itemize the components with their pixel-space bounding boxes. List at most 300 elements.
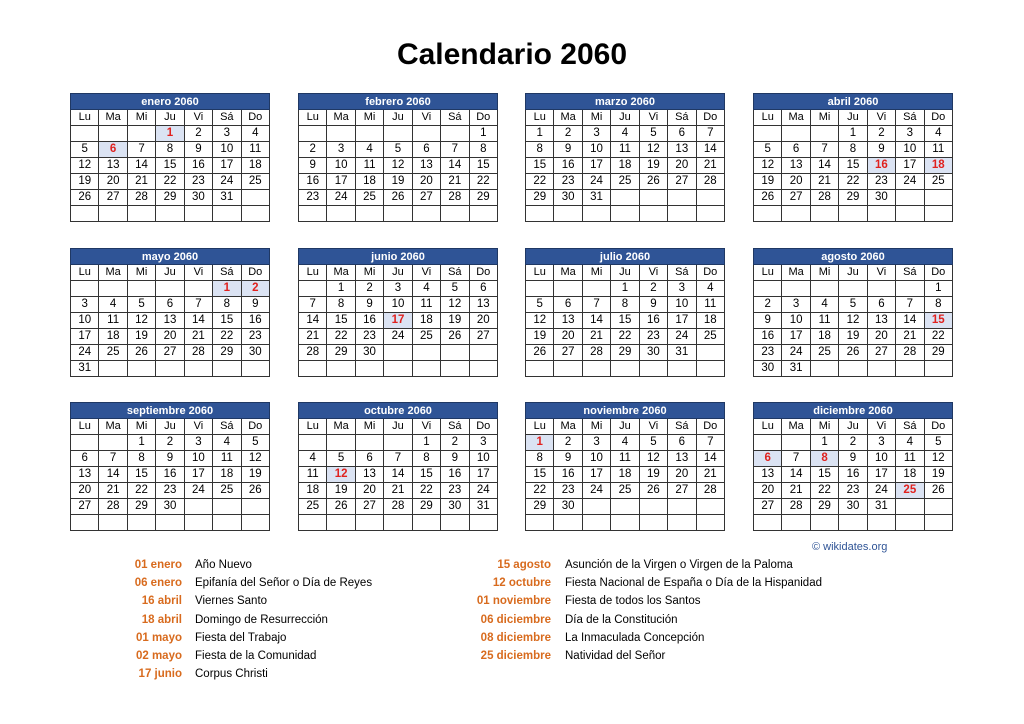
empty-cell bbox=[327, 361, 355, 377]
day-cell: 23 bbox=[241, 329, 269, 345]
day-cell: 24 bbox=[71, 345, 99, 361]
day-cell: 18 bbox=[355, 174, 383, 190]
weekday-header: Mi bbox=[582, 110, 610, 126]
day-cell: 19 bbox=[127, 329, 155, 345]
weekday-header: Vi bbox=[639, 110, 667, 126]
day-cell: 25 bbox=[241, 174, 269, 190]
day-cell: 14 bbox=[127, 158, 155, 174]
day-cell: 1 bbox=[127, 435, 155, 451]
day-cell: 12 bbox=[241, 451, 269, 467]
empty-cell bbox=[184, 361, 212, 377]
empty-cell bbox=[867, 361, 895, 377]
month-calendar bbox=[753, 93, 953, 222]
weekday-header: Ma bbox=[554, 110, 582, 126]
weekday-header: Lu bbox=[754, 110, 782, 126]
day-cell: 12 bbox=[639, 451, 667, 467]
month-calendar bbox=[525, 93, 725, 222]
weekday-header: Sá bbox=[441, 110, 469, 126]
weekday-header: Mi bbox=[810, 265, 838, 281]
day-cell: 4 bbox=[810, 297, 838, 313]
day-cell: 6 bbox=[867, 297, 895, 313]
empty-cell bbox=[355, 361, 383, 377]
day-cell: 12 bbox=[754, 158, 782, 174]
day-cell: 1 bbox=[526, 435, 554, 451]
empty-cell bbox=[99, 281, 127, 297]
empty-cell bbox=[611, 515, 639, 531]
weekday-header: Do bbox=[924, 110, 952, 126]
day-cell: 16 bbox=[299, 174, 327, 190]
weekday-header: Vi bbox=[639, 265, 667, 281]
day-cell: 31 bbox=[213, 190, 241, 206]
day-cell: 23 bbox=[184, 174, 212, 190]
weekday-header: Ju bbox=[156, 419, 184, 435]
empty-cell bbox=[299, 515, 327, 531]
day-cell: 15 bbox=[412, 467, 440, 483]
weekday-header: Sá bbox=[213, 419, 241, 435]
month-name: febrero 2060 bbox=[299, 94, 498, 110]
holiday-entry bbox=[0, 611, 1024, 629]
day-cell: 6 bbox=[668, 435, 696, 451]
weekday-header: Vi bbox=[639, 419, 667, 435]
empty-cell bbox=[355, 515, 383, 531]
day-cell: 25 bbox=[896, 483, 924, 499]
day-cell: 5 bbox=[639, 435, 667, 451]
empty-cell bbox=[924, 515, 952, 531]
day-cell: 7 bbox=[782, 451, 810, 467]
empty-cell bbox=[668, 361, 696, 377]
holiday-date: 12 octubre bbox=[492, 577, 551, 590]
empty-cell bbox=[299, 206, 327, 222]
day-cell: 4 bbox=[611, 126, 639, 142]
weekday-header: Ju bbox=[156, 110, 184, 126]
day-cell: 28 bbox=[184, 345, 212, 361]
credit-link[interactable]: © wikidates.org bbox=[812, 541, 888, 553]
day-cell: 3 bbox=[582, 435, 610, 451]
day-cell: 19 bbox=[441, 313, 469, 329]
holiday-name: Fiesta de la Comunidad bbox=[195, 650, 317, 662]
day-cell: 13 bbox=[156, 313, 184, 329]
holiday-entry bbox=[0, 592, 1024, 610]
empty-cell bbox=[668, 206, 696, 222]
day-cell: 8 bbox=[611, 297, 639, 313]
day-cell: 11 bbox=[99, 313, 127, 329]
month-calendar bbox=[298, 402, 498, 531]
day-cell: 18 bbox=[299, 483, 327, 499]
day-cell: 11 bbox=[299, 467, 327, 483]
day-cell: 15 bbox=[213, 313, 241, 329]
empty-cell bbox=[696, 515, 724, 531]
day-cell: 23 bbox=[299, 190, 327, 206]
empty-cell bbox=[924, 361, 952, 377]
day-cell: 28 bbox=[99, 499, 127, 515]
day-cell: 5 bbox=[127, 297, 155, 313]
day-cell: 29 bbox=[469, 190, 497, 206]
day-cell: 13 bbox=[782, 158, 810, 174]
weekday-header: Ma bbox=[327, 265, 355, 281]
day-cell: 27 bbox=[412, 190, 440, 206]
weekday-header: Vi bbox=[184, 265, 212, 281]
empty-cell bbox=[327, 435, 355, 451]
weekday-header: Lu bbox=[299, 110, 327, 126]
weekday-header: Vi bbox=[412, 110, 440, 126]
day-cell: 26 bbox=[639, 174, 667, 190]
day-cell: 21 bbox=[582, 329, 610, 345]
day-cell: 30 bbox=[241, 345, 269, 361]
day-cell: 3 bbox=[896, 126, 924, 142]
day-cell: 27 bbox=[782, 190, 810, 206]
day-cell: 20 bbox=[754, 483, 782, 499]
day-cell: 17 bbox=[867, 467, 895, 483]
day-cell: 20 bbox=[782, 174, 810, 190]
day-cell: 29 bbox=[213, 345, 241, 361]
day-cell: 10 bbox=[867, 451, 895, 467]
day-cell: 15 bbox=[526, 158, 554, 174]
month-name: julio 2060 bbox=[526, 249, 725, 265]
day-cell: 21 bbox=[441, 174, 469, 190]
day-cell: 2 bbox=[299, 142, 327, 158]
weekday-header: Ju bbox=[839, 265, 867, 281]
day-cell: 13 bbox=[754, 467, 782, 483]
empty-cell bbox=[810, 126, 838, 142]
holiday-name: Domingo de Resurrección bbox=[195, 613, 328, 626]
day-cell: 14 bbox=[99, 467, 127, 483]
day-cell: 4 bbox=[896, 435, 924, 451]
holiday-entry bbox=[0, 647, 1024, 665]
day-cell: 23 bbox=[839, 483, 867, 499]
day-cell: 18 bbox=[99, 329, 127, 345]
day-cell: 10 bbox=[213, 142, 241, 158]
weekday-header: Ju bbox=[611, 110, 639, 126]
empty-cell bbox=[582, 515, 610, 531]
weekday-header: Ma bbox=[327, 110, 355, 126]
day-cell: 14 bbox=[441, 158, 469, 174]
day-cell: 17 bbox=[469, 467, 497, 483]
day-cell: 17 bbox=[582, 158, 610, 174]
day-cell: 2 bbox=[867, 126, 895, 142]
empty-cell bbox=[412, 515, 440, 531]
day-cell: 10 bbox=[71, 313, 99, 329]
day-cell: 30 bbox=[184, 190, 212, 206]
day-cell: 12 bbox=[839, 313, 867, 329]
day-cell: 29 bbox=[327, 345, 355, 361]
holiday-name: Viernes Santo bbox=[195, 595, 268, 608]
holiday-name: Fiesta de todos los Santos bbox=[565, 595, 701, 608]
day-cell: 2 bbox=[355, 281, 383, 297]
empty-cell bbox=[639, 515, 667, 531]
day-cell: 30 bbox=[639, 345, 667, 361]
day-cell: 17 bbox=[668, 313, 696, 329]
holiday-date: 01 enero bbox=[134, 559, 182, 571]
day-cell: 29 bbox=[839, 190, 867, 206]
day-cell: 5 bbox=[441, 281, 469, 297]
day-cell: 27 bbox=[554, 345, 582, 361]
empty-cell bbox=[668, 499, 696, 515]
day-cell: 2 bbox=[184, 126, 212, 142]
empty-cell bbox=[355, 206, 383, 222]
day-cell: 29 bbox=[924, 345, 952, 361]
day-cell: 19 bbox=[241, 467, 269, 483]
holiday-date: 17 junio bbox=[138, 668, 182, 681]
day-cell: 16 bbox=[754, 329, 782, 345]
day-cell: 24 bbox=[213, 174, 241, 190]
day-cell: 26 bbox=[441, 329, 469, 345]
day-cell: 24 bbox=[668, 329, 696, 345]
day-cell: 11 bbox=[412, 297, 440, 313]
month-calendar bbox=[753, 402, 953, 531]
holiday-name: Día de la Constitución bbox=[565, 613, 678, 626]
day-cell: 23 bbox=[639, 329, 667, 345]
day-cell: 21 bbox=[810, 174, 838, 190]
day-cell: 5 bbox=[754, 142, 782, 158]
day-cell: 29 bbox=[156, 190, 184, 206]
day-cell: 18 bbox=[696, 313, 724, 329]
day-cell: 22 bbox=[810, 483, 838, 499]
empty-cell bbox=[582, 281, 610, 297]
empty-cell bbox=[355, 126, 383, 142]
empty-cell bbox=[896, 515, 924, 531]
day-cell: 3 bbox=[782, 297, 810, 313]
day-cell: 22 bbox=[924, 329, 952, 345]
page-title: Calendario 2060 bbox=[396, 38, 628, 71]
holiday-entry bbox=[0, 556, 1024, 574]
empty-cell bbox=[554, 515, 582, 531]
day-cell: 31 bbox=[469, 499, 497, 515]
empty-cell bbox=[441, 206, 469, 222]
day-cell: 1 bbox=[213, 281, 241, 297]
day-cell: 7 bbox=[127, 142, 155, 158]
holiday-name: Fiesta Nacional de España o Día de la Hispanidad bbox=[565, 577, 822, 590]
day-cell: 21 bbox=[127, 174, 155, 190]
day-cell: 24 bbox=[184, 483, 212, 499]
day-cell: 25 bbox=[299, 499, 327, 515]
empty-cell bbox=[384, 361, 412, 377]
day-cell: 2 bbox=[156, 435, 184, 451]
day-cell: 14 bbox=[299, 313, 327, 329]
day-cell: 23 bbox=[867, 174, 895, 190]
day-cell: 8 bbox=[810, 451, 838, 467]
empty-cell bbox=[355, 435, 383, 451]
day-cell: 5 bbox=[327, 451, 355, 467]
day-cell: 6 bbox=[668, 126, 696, 142]
weekday-header: Lu bbox=[754, 265, 782, 281]
day-cell: 30 bbox=[554, 190, 582, 206]
weekday-header: Lu bbox=[299, 419, 327, 435]
empty-cell bbox=[127, 361, 155, 377]
day-cell: 23 bbox=[554, 174, 582, 190]
holiday-date: 25 diciembre bbox=[480, 650, 551, 662]
day-cell: 21 bbox=[782, 483, 810, 499]
weekday-header: Ju bbox=[611, 419, 639, 435]
day-cell: 30 bbox=[839, 499, 867, 515]
day-cell: 14 bbox=[896, 313, 924, 329]
weekday-header: Lu bbox=[526, 110, 554, 126]
day-cell: 6 bbox=[156, 297, 184, 313]
day-cell: 24 bbox=[327, 190, 355, 206]
day-cell: 27 bbox=[668, 483, 696, 499]
day-cell: 4 bbox=[299, 451, 327, 467]
empty-cell bbox=[441, 515, 469, 531]
day-cell: 6 bbox=[355, 451, 383, 467]
empty-cell bbox=[782, 206, 810, 222]
empty-cell bbox=[810, 206, 838, 222]
weekday-header: Ma bbox=[554, 419, 582, 435]
day-cell: 3 bbox=[184, 435, 212, 451]
day-cell: 4 bbox=[611, 435, 639, 451]
day-cell: 13 bbox=[867, 313, 895, 329]
day-cell: 24 bbox=[582, 483, 610, 499]
day-cell: 16 bbox=[156, 467, 184, 483]
day-cell: 4 bbox=[412, 281, 440, 297]
day-cell: 14 bbox=[810, 158, 838, 174]
month-calendar bbox=[753, 248, 953, 377]
month-calendar bbox=[70, 402, 270, 531]
weekday-header: Do bbox=[696, 265, 724, 281]
day-cell: 12 bbox=[639, 142, 667, 158]
day-cell: 3 bbox=[384, 281, 412, 297]
month-name: marzo 2060 bbox=[526, 94, 725, 110]
day-cell: 6 bbox=[554, 297, 582, 313]
day-cell: 25 bbox=[611, 483, 639, 499]
day-cell: 10 bbox=[327, 158, 355, 174]
weekday-header: Vi bbox=[412, 419, 440, 435]
weekday-header: Mi bbox=[582, 265, 610, 281]
empty-cell bbox=[469, 361, 497, 377]
empty-cell bbox=[924, 499, 952, 515]
day-cell: 10 bbox=[469, 451, 497, 467]
day-cell: 1 bbox=[924, 281, 952, 297]
weekday-header: Do bbox=[696, 110, 724, 126]
day-cell: 29 bbox=[810, 499, 838, 515]
day-cell: 23 bbox=[754, 345, 782, 361]
day-cell: 14 bbox=[384, 467, 412, 483]
day-cell: 10 bbox=[896, 142, 924, 158]
holiday-entry bbox=[0, 574, 1024, 592]
day-cell: 2 bbox=[241, 281, 269, 297]
empty-cell bbox=[611, 361, 639, 377]
day-cell: 9 bbox=[639, 297, 667, 313]
day-cell: 27 bbox=[867, 345, 895, 361]
day-cell: 14 bbox=[782, 467, 810, 483]
day-cell: 3 bbox=[668, 281, 696, 297]
empty-cell bbox=[184, 515, 212, 531]
day-cell: 28 bbox=[384, 499, 412, 515]
empty-cell bbox=[156, 281, 184, 297]
day-cell: 11 bbox=[241, 142, 269, 158]
weekday-header: Sá bbox=[441, 419, 469, 435]
empty-cell bbox=[668, 515, 696, 531]
weekday-header: Ju bbox=[384, 265, 412, 281]
empty-cell bbox=[469, 345, 497, 361]
day-cell: 6 bbox=[469, 281, 497, 297]
empty-cell bbox=[526, 515, 554, 531]
empty-cell bbox=[441, 345, 469, 361]
day-cell: 22 bbox=[327, 329, 355, 345]
day-cell: 18 bbox=[611, 158, 639, 174]
holiday-name: Epifanía del Señor o Día de Reyes bbox=[195, 577, 373, 590]
day-cell: 15 bbox=[526, 467, 554, 483]
day-cell: 24 bbox=[469, 483, 497, 499]
day-cell: 14 bbox=[696, 142, 724, 158]
day-cell: 19 bbox=[71, 174, 99, 190]
day-cell: 9 bbox=[754, 313, 782, 329]
day-cell: 10 bbox=[384, 297, 412, 313]
day-cell: 16 bbox=[867, 158, 895, 174]
weekday-header: Ma bbox=[99, 419, 127, 435]
empty-cell bbox=[71, 281, 99, 297]
day-cell: 9 bbox=[839, 451, 867, 467]
empty-cell bbox=[99, 515, 127, 531]
month-calendar bbox=[298, 248, 498, 377]
day-cell: 26 bbox=[754, 190, 782, 206]
empty-cell bbox=[754, 126, 782, 142]
day-cell: 28 bbox=[896, 345, 924, 361]
day-cell: 19 bbox=[924, 467, 952, 483]
day-cell: 20 bbox=[554, 329, 582, 345]
day-cell: 11 bbox=[696, 297, 724, 313]
day-cell: 12 bbox=[441, 297, 469, 313]
day-cell: 3 bbox=[469, 435, 497, 451]
holiday-date: 06 enero bbox=[134, 577, 182, 590]
day-cell: 30 bbox=[554, 499, 582, 515]
weekday-header: Do bbox=[469, 265, 497, 281]
empty-cell bbox=[441, 126, 469, 142]
day-cell: 26 bbox=[839, 345, 867, 361]
day-cell: 3 bbox=[71, 297, 99, 313]
day-cell: 1 bbox=[156, 126, 184, 142]
empty-cell bbox=[184, 281, 212, 297]
empty-cell bbox=[611, 190, 639, 206]
weekday-header: Do bbox=[469, 110, 497, 126]
day-cell: 17 bbox=[213, 158, 241, 174]
day-cell: 3 bbox=[327, 142, 355, 158]
day-cell: 16 bbox=[639, 313, 667, 329]
empty-cell bbox=[668, 190, 696, 206]
day-cell: 1 bbox=[412, 435, 440, 451]
empty-cell bbox=[526, 206, 554, 222]
empty-cell bbox=[754, 206, 782, 222]
month-calendar bbox=[298, 93, 498, 222]
month-name: junio 2060 bbox=[299, 249, 498, 265]
weekday-header: Sá bbox=[668, 419, 696, 435]
empty-cell bbox=[213, 361, 241, 377]
empty-cell bbox=[839, 206, 867, 222]
day-cell: 13 bbox=[71, 467, 99, 483]
day-cell: 18 bbox=[241, 158, 269, 174]
holiday-date: 15 agosto bbox=[497, 559, 551, 571]
day-cell: 30 bbox=[867, 190, 895, 206]
day-cell: 9 bbox=[554, 142, 582, 158]
day-cell: 1 bbox=[327, 281, 355, 297]
day-cell: 26 bbox=[241, 483, 269, 499]
day-cell: 24 bbox=[896, 174, 924, 190]
day-cell: 13 bbox=[554, 313, 582, 329]
day-cell: 27 bbox=[668, 174, 696, 190]
empty-cell bbox=[184, 206, 212, 222]
holiday-date: 01 noviembre bbox=[476, 595, 551, 608]
day-cell: 28 bbox=[582, 345, 610, 361]
empty-cell bbox=[782, 515, 810, 531]
empty-cell bbox=[241, 499, 269, 515]
holiday-name: Año Nuevo bbox=[195, 559, 252, 571]
day-cell: 20 bbox=[867, 329, 895, 345]
weekday-header: Mi bbox=[810, 419, 838, 435]
weekday-header: Vi bbox=[184, 110, 212, 126]
day-cell: 12 bbox=[127, 313, 155, 329]
day-cell: 8 bbox=[526, 451, 554, 467]
weekday-header: Lu bbox=[526, 419, 554, 435]
empty-cell bbox=[71, 206, 99, 222]
empty-cell bbox=[327, 126, 355, 142]
